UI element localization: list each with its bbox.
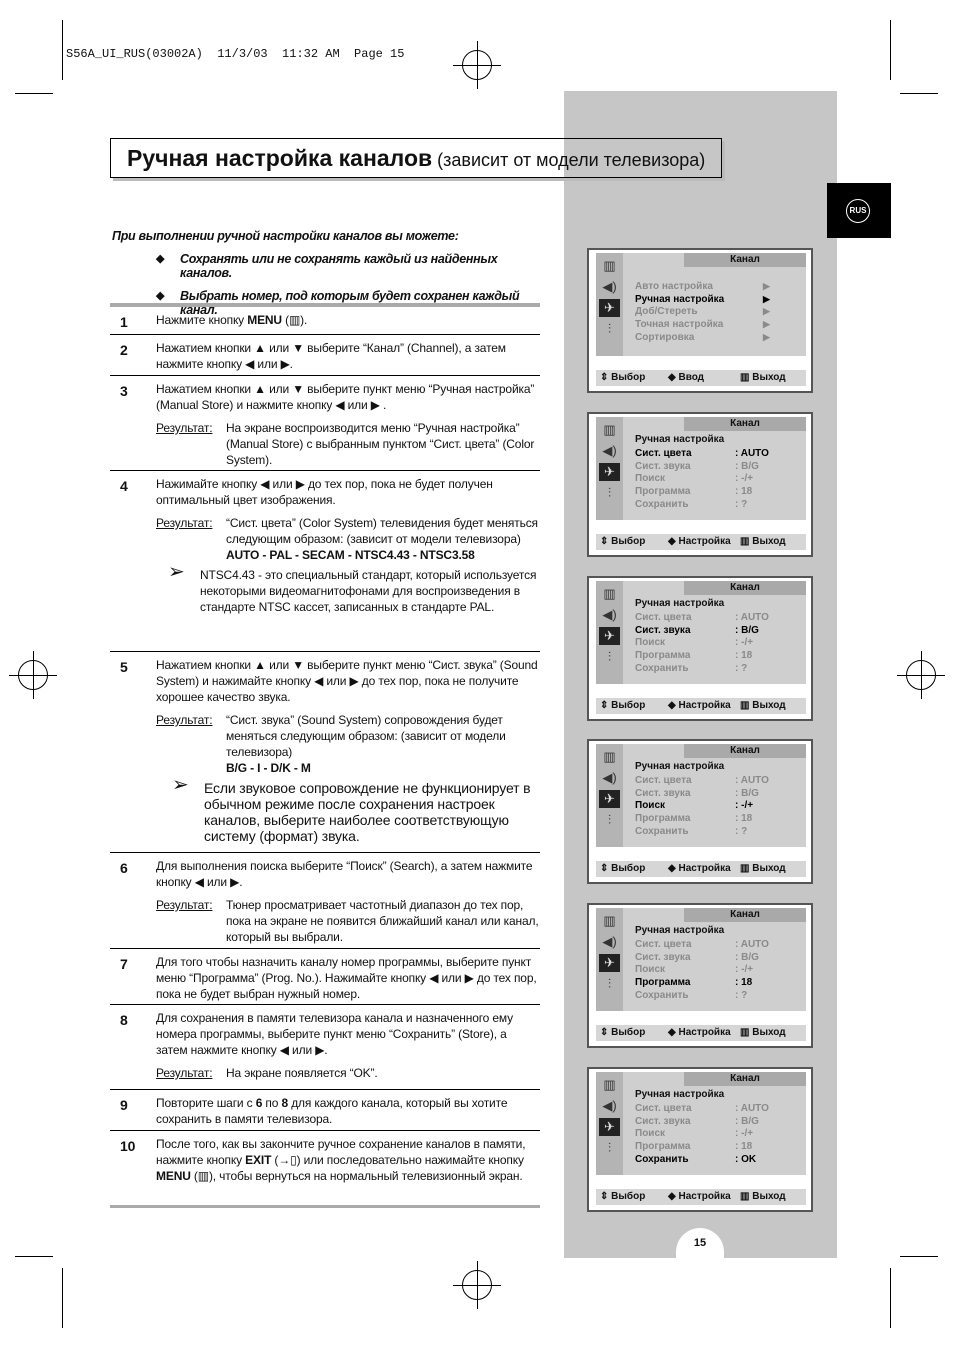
- menu-row-label: Авто настройка: [635, 281, 713, 292]
- menu-row-label: Сохранить: [635, 989, 689, 1001]
- menu-header: Канал: [684, 1072, 806, 1086]
- menu-sidebar: [596, 417, 623, 520]
- menu-row-value: : B/G: [735, 624, 759, 636]
- menu-row-value: : ?: [735, 498, 748, 510]
- menu-footer: [596, 698, 806, 714]
- menu-row-label: Программа: [635, 1141, 691, 1153]
- picture-icon: ▥: [603, 258, 616, 273]
- menu-row: [635, 294, 805, 307]
- step-text: [156, 1136, 540, 1184]
- menu-row-label: Сист. звука: [635, 460, 691, 472]
- menu-header: Канал: [684, 417, 806, 431]
- menu-row-value: : ?: [735, 662, 748, 674]
- menu-footer: [596, 370, 806, 386]
- picture-icon: ▥: [603, 422, 616, 437]
- footer-exit: ▥ Выход: [740, 1027, 786, 1038]
- sound-icon: ◀): [602, 1098, 617, 1113]
- menu-row-value: : 18: [735, 486, 753, 498]
- menu-header: Канал: [684, 908, 806, 922]
- step-number: 5: [120, 659, 128, 675]
- menu-row-label: Поиск: [635, 800, 666, 812]
- note-arrow-icon: ➢: [168, 561, 185, 583]
- menu-panel: [596, 908, 806, 1011]
- footer-exit: ▥ Выход: [740, 372, 786, 383]
- menu-screen: [587, 248, 813, 393]
- step-text: [156, 1095, 540, 1127]
- menu-title: Ручная настройка: [635, 761, 725, 772]
- menu-rows: [635, 612, 805, 675]
- text-run: Для выполнения поиска выберите “Поиск” (Search), а затем нажмите кнопку ◀ или ▶.: [156, 859, 533, 889]
- text-run: (→▯) или последовательно нажимайте кнопку: [271, 1153, 524, 1167]
- menu-row-value: : AUTO: [735, 612, 769, 623]
- step-number: 2: [120, 342, 128, 358]
- menu-row-value: : B/G: [735, 951, 759, 963]
- footer-select: ⇕ Выбор: [600, 700, 646, 711]
- menu-row: [635, 625, 805, 638]
- bold-run: B/G - I - D/K - M: [226, 761, 311, 775]
- menu-row: [635, 990, 805, 1003]
- result-label: Результат:: [156, 713, 213, 727]
- menu-row-value: : B/G: [735, 460, 759, 472]
- registration-mark: [18, 660, 48, 690]
- footer-exit: ▥ Выход: [740, 1191, 786, 1202]
- channel-icon: ✈: [599, 463, 620, 481]
- menu-row-value: : B/G: [735, 1115, 759, 1127]
- registration-mark: [462, 50, 492, 80]
- setup-icon: ⫶: [607, 976, 612, 991]
- menu-screen: [587, 1067, 813, 1212]
- menu-rows: [635, 1103, 805, 1166]
- menu-title: Ручная настройка: [635, 1089, 725, 1100]
- menu-row-label: Доб/Стереть: [635, 306, 698, 318]
- footer-exit: ▥ Выход: [740, 536, 786, 547]
- menu-row-value: : -/+: [735, 637, 754, 649]
- crop-mark: [62, 1268, 63, 1328]
- step-9: [110, 1090, 540, 1131]
- step-number: 6: [120, 860, 128, 876]
- step-4: [110, 471, 540, 652]
- footer-select: ⇕ Выбор: [600, 1191, 646, 1202]
- menu-row-label: Сист. цвета: [635, 448, 692, 459]
- result-label: Результат:: [156, 516, 213, 530]
- menu-screen: [587, 903, 813, 1048]
- menu-row-value: : ?: [735, 989, 748, 1001]
- footer-adjust: ◆ Настройка: [668, 863, 731, 874]
- step-result: [156, 515, 540, 563]
- step-6: [110, 853, 540, 949]
- menu-title: Ручная настройка: [635, 598, 725, 609]
- footer-adjust: ◆ Настройка: [668, 536, 731, 547]
- channel-icon: ✈: [599, 299, 620, 317]
- footer-adjust: ◆ Ввод: [668, 372, 705, 383]
- intro-bullet: ◆ Сохранять или не сохранять каждый из найденных каналов.: [156, 252, 552, 280]
- intro-bullet: ◆ Выбрать номер, под которым будет сохранен каждый канал.: [156, 289, 552, 317]
- setup-icon: ⫶: [607, 485, 612, 500]
- menu-footer: [596, 1189, 806, 1205]
- step-number: 7: [120, 956, 128, 972]
- step-number: 9: [120, 1097, 128, 1113]
- menu-sidebar: [596, 908, 623, 1011]
- text-run: Нажмите кнопку: [156, 313, 248, 327]
- crop-mark: [900, 1256, 938, 1257]
- menu-sidebar: [596, 581, 623, 684]
- arrow-right-icon: ▶: [763, 331, 770, 342]
- menu-row: [635, 637, 805, 650]
- step-text: [156, 858, 540, 890]
- menu-row: [635, 1103, 805, 1116]
- menu-row: [635, 813, 805, 826]
- menu-row-value: : -/+: [735, 964, 754, 976]
- menu-panel: [596, 1072, 806, 1175]
- step-text: [156, 340, 540, 372]
- menu-row: [635, 977, 805, 990]
- footer-adjust: ◆ Настройка: [668, 700, 731, 711]
- sound-icon: ◀): [602, 770, 617, 785]
- result-label: Результат:: [156, 898, 213, 912]
- step-text: [156, 476, 540, 508]
- text-run: Для сохранения в памяти телевизора канала и назначенного ему номера программы, выберите пункт меню “Сохранить” (Store), а затем нажмите кнопку ◀ или ▶.: [156, 1011, 513, 1057]
- text-run: Нажатием кнопки ▲ или ▼ выберите пункт меню “Сист. звука” (Sound System) и нажимайте кнопку ◀ или ▶ до тех пор, пока не получите хорошее качество звука.: [156, 658, 538, 704]
- menu-row: [635, 1154, 805, 1167]
- step-number: 10: [120, 1138, 136, 1154]
- menu-row: [635, 952, 805, 965]
- step-number: 3: [120, 383, 128, 399]
- menu-row-value: : 18: [735, 1141, 753, 1153]
- menu-row-value: : -/+: [735, 1128, 754, 1140]
- step-number: 4: [120, 478, 128, 494]
- footer-select: ⇕ Выбор: [600, 536, 646, 547]
- menu-title: Ручная настройка: [635, 434, 725, 445]
- sound-icon: ◀): [602, 607, 617, 622]
- menu-row-value: : 18: [735, 650, 753, 662]
- menu-row-label: Сортировка: [635, 331, 695, 343]
- registration-mark: [462, 1270, 492, 1300]
- setup-icon: ⫶: [607, 1140, 612, 1155]
- crop-mark: [890, 1268, 891, 1328]
- step-8: [110, 1005, 540, 1090]
- picture-icon: ▥: [603, 749, 616, 764]
- bold-run: 6: [255, 1096, 263, 1110]
- step-5: [110, 652, 540, 853]
- step-text: [156, 1010, 540, 1058]
- text-run: (▥).: [281, 313, 308, 327]
- menu-row-value: : B/G: [735, 787, 759, 799]
- title-sub: (зависит от модели телевизора): [432, 150, 706, 170]
- menu-row-label: Программа: [635, 650, 691, 662]
- step-result: [156, 897, 540, 945]
- menu-row: [635, 448, 805, 461]
- menu-row-label: Сист. звука: [635, 787, 691, 799]
- language-tab: [827, 183, 891, 238]
- footer-adjust: ◆ Настройка: [668, 1027, 731, 1038]
- menu-row: [635, 1128, 805, 1141]
- note-text: Если звуковое сопровождение не функционирует в обычном режиме после сохранения настроек каналов, выберите наиболее соответствующую систему (формат) звука.: [204, 780, 531, 844]
- menu-row-label: Сохранить: [635, 825, 689, 837]
- menu-screen: [587, 576, 813, 721]
- menu-rows: [635, 281, 805, 344]
- text-run: Нажатием кнопки ▲ или ▼ выберите пункт меню “Ручная настройка” (Manual Store) и нажмите кнопку ◀ или ▶ .: [156, 382, 535, 412]
- step-1: [110, 307, 540, 335]
- step-result: [156, 420, 540, 468]
- menu-panel: [596, 744, 806, 847]
- channel-icon: ✈: [599, 627, 620, 645]
- menu-row-label: Сохранить: [635, 1153, 689, 1165]
- menu-header: Канал: [684, 253, 806, 267]
- intro-lead: При выполнении ручной настройки каналов вы можете:: [112, 229, 459, 243]
- text-run: Повторите шаги с: [156, 1096, 256, 1110]
- step-result: [156, 1065, 540, 1081]
- menu-rows: [635, 448, 805, 511]
- menu-row: [635, 800, 805, 813]
- menu-row-label: Программа: [635, 486, 691, 498]
- menu-row: [635, 1141, 805, 1154]
- step-3: [110, 376, 540, 471]
- menu-footer: [596, 534, 806, 550]
- menu-row: [635, 486, 805, 499]
- picture-icon: ▥: [603, 586, 616, 601]
- menu-row-label: Программа: [635, 813, 691, 825]
- text-run: На экране появляется “OK”.: [226, 1066, 378, 1080]
- menu-row-label: Сохранить: [635, 662, 689, 674]
- menu-row-label: Поиск: [635, 637, 666, 649]
- step-text: [156, 954, 540, 1002]
- arrow-right-icon: ▶: [763, 293, 770, 304]
- note-arrow-icon: ➢: [172, 774, 189, 796]
- picture-icon: ▥: [603, 1077, 616, 1092]
- menu-header: Канал: [684, 744, 806, 758]
- menu-row-value: : 18: [735, 977, 753, 989]
- footer-select: ⇕ Выбор: [600, 372, 646, 383]
- crop-mark: [900, 93, 938, 94]
- setup-icon: ⫶: [607, 812, 612, 827]
- step-2: [110, 335, 540, 376]
- step-7: [110, 949, 540, 1005]
- page-number: 15: [676, 1228, 724, 1258]
- menu-row: [635, 663, 805, 676]
- menu-row: [635, 499, 805, 512]
- menu-row: [635, 826, 805, 839]
- menu-row: [635, 788, 805, 801]
- menu-row-value: : -/+: [735, 473, 754, 485]
- menu-row: [635, 473, 805, 486]
- crop-mark: [62, 20, 63, 80]
- menu-row-label: Сист. цвета: [635, 775, 692, 786]
- text-run: “Сист. цвета” (Color System) телевидения будет меняться следующим образом: (зависит от модели телевизора): [226, 516, 538, 546]
- setup-icon: ⫶: [607, 649, 612, 664]
- menu-footer: [596, 1025, 806, 1041]
- menu-row-label: Сист. звука: [635, 1115, 691, 1127]
- arrow-right-icon: ▶: [763, 281, 770, 291]
- menu-row-label: Точная настройка: [635, 319, 724, 331]
- menu-row: [635, 332, 805, 345]
- step-10: [110, 1131, 540, 1205]
- step-text: [156, 312, 540, 328]
- sound-icon: ◀): [602, 443, 617, 458]
- menu-sidebar: [596, 744, 623, 847]
- menu-row: [635, 939, 805, 952]
- text-run: “Сист. звука” (Sound System) сопровождения будет меняться следующим образом: (зависит от модели телевизора): [226, 713, 506, 759]
- step-number: 8: [120, 1012, 128, 1028]
- menu-row: [635, 612, 805, 625]
- menu-row: [635, 319, 805, 332]
- menu-row: [635, 306, 805, 319]
- menu-row-label: Поиск: [635, 1128, 666, 1140]
- menu-title: Ручная настройка: [635, 925, 725, 936]
- menu-row-value: : ?: [735, 825, 748, 837]
- menu-screen: [587, 412, 813, 557]
- menu-row-value: : 18: [735, 813, 753, 825]
- step-result: [156, 712, 540, 776]
- result-label: Результат:: [156, 421, 213, 435]
- arrow-right-icon: ▶: [763, 319, 770, 330]
- menu-screen: [587, 739, 813, 884]
- language-label: RUS: [846, 199, 870, 223]
- text-run: по: [262, 1096, 282, 1110]
- crop-mark: [15, 1256, 53, 1257]
- note-text: NTSC4.43 - это специальный стандарт, который используется некоторыми видеомагнитофонами для воспроизведения в стандарте NTSC кассет, записанных в стандарте PAL.: [200, 568, 537, 614]
- text-run: (▥), чтобы вернуться на нормальный телевизионный экран.: [190, 1169, 523, 1183]
- text-run: После того, как вы закончите ручное сохранение каналов в памяти, нажмите кнопку: [156, 1137, 526, 1167]
- menu-row-label: Сохранить: [635, 498, 689, 510]
- menu-panel: [596, 253, 806, 356]
- step-text: [156, 657, 540, 705]
- menu-rows: [635, 775, 805, 838]
- step-note: [160, 774, 540, 844]
- bold-run: 8: [281, 1096, 289, 1110]
- channel-icon: ✈: [599, 790, 620, 808]
- sound-icon: ◀): [602, 934, 617, 949]
- menu-rows: [635, 939, 805, 1002]
- menu-row: [635, 964, 805, 977]
- text-run: для каждого канала, который вы хотите сохранить в памяти телевизора.: [156, 1096, 508, 1126]
- menu-row-value: : AUTO: [735, 939, 769, 950]
- steps-list: [110, 303, 540, 1208]
- menu-panel: [596, 417, 806, 520]
- menu-row-label: Сист. звука: [635, 951, 691, 963]
- menu-panel: [596, 581, 806, 684]
- text-run: Тюнер просматривает частотный диапазон до тех пор, пока на экране не появится ближайший канал или канал, который вы выбрали.: [226, 898, 539, 944]
- text-run: Нажимайте кнопку ◀ или ▶ до тех пор, пока не будет получен оптимальный цвет изображения.: [156, 477, 493, 507]
- menu-row-label: Сист. цвета: [635, 1103, 692, 1114]
- menu-row-value: : OK: [735, 1153, 757, 1165]
- step-note: [156, 561, 540, 615]
- title-main: Ручная настройка каналов: [127, 145, 433, 171]
- crop-mark: [15, 93, 53, 94]
- menu-row-value: : -/+: [735, 800, 754, 812]
- arrow-right-icon: ▶: [763, 306, 770, 317]
- text-run: Нажатием кнопки ▲ или ▼ выберите “Канал” (Channel), а затем нажмите кнопку ◀ или ▶.: [156, 341, 506, 371]
- setup-icon: ⫶: [607, 321, 612, 336]
- menu-header: Канал: [684, 581, 806, 595]
- footer-exit: ▥ Выход: [740, 863, 786, 874]
- footer-select: ⇕ Выбор: [600, 863, 646, 874]
- step-number: 1: [120, 314, 128, 330]
- crop-mark: [890, 20, 891, 80]
- footer-select: ⇕ Выбор: [600, 1027, 646, 1038]
- menu-row-label: Программа: [635, 977, 691, 989]
- menu-sidebar: [596, 253, 623, 356]
- menu-row: [635, 281, 805, 294]
- result-label: Результат:: [156, 1066, 213, 1080]
- bold-run: MENU: [156, 1169, 191, 1183]
- menu-row: [635, 775, 805, 788]
- text-run: На экране воспроизводится меню “Ручная настройка” (Manual Store) с выбранным пунктом “Сист. цвета” (Color System).: [226, 421, 535, 467]
- menu-row-label: Сист. звука: [635, 624, 691, 636]
- bold-run: MENU: [247, 313, 282, 327]
- bold-run: AUTO - PAL - SECAM - NTSC4.43 - NTSC3.58: [226, 548, 475, 562]
- print-slug: S56A_UI_RUS(03002A) 11/3/03 11:32 AM Page 15: [66, 47, 405, 61]
- footer-adjust: ◆ Настройка: [668, 1191, 731, 1202]
- menu-row-label: Ручная настройка: [635, 293, 725, 305]
- menu-row-label: Сист. цвета: [635, 612, 692, 623]
- menu-row: [635, 650, 805, 663]
- text-run: Для того чтобы назначить каналу номер программы, выберите пункт меню “Программа” (Prog. No.). Нажимайте кнопку ◀ или ▶ до тех пор, пока не будет выбран нужный номер.: [156, 955, 537, 1001]
- menu-row-value: : AUTO: [735, 775, 769, 786]
- registration-mark: [906, 660, 936, 690]
- channel-icon: ✈: [599, 1118, 620, 1136]
- menu-footer: [596, 861, 806, 877]
- channel-icon: ✈: [599, 954, 620, 972]
- menu-sidebar: [596, 1072, 623, 1175]
- menu-row-label: Поиск: [635, 473, 666, 485]
- page-title: [110, 138, 722, 178]
- menu-row-value: : AUTO: [735, 448, 769, 459]
- bold-run: EXIT: [245, 1153, 272, 1167]
- step-text: [156, 381, 540, 413]
- picture-icon: ▥: [603, 913, 616, 928]
- menu-row-label: Поиск: [635, 964, 666, 976]
- menu-row-label: Сист. цвета: [635, 939, 692, 950]
- menu-row: [635, 461, 805, 474]
- menu-row: [635, 1116, 805, 1129]
- sound-icon: ◀): [602, 279, 617, 294]
- menu-row-value: : AUTO: [735, 1103, 769, 1114]
- footer-exit: ▥ Выход: [740, 700, 786, 711]
